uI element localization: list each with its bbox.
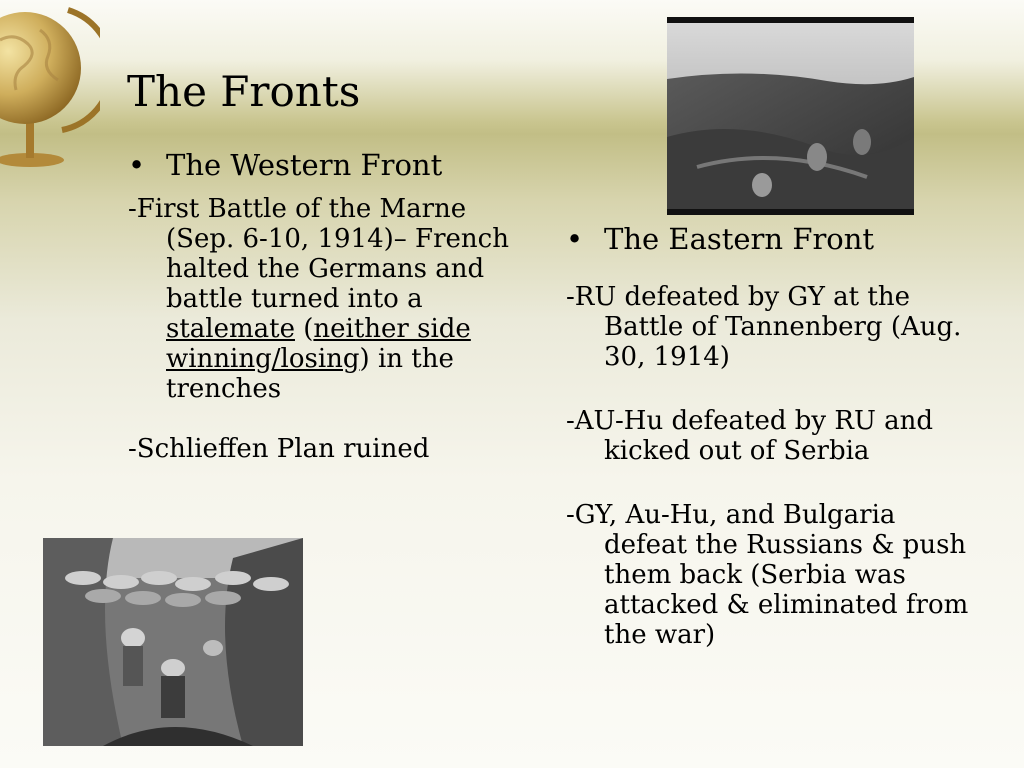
eastern-front-section [566,222,986,650]
trench-photo-top [667,17,914,215]
western-front-heading [128,148,518,182]
bullet-icon: • [566,222,584,256]
stalemate-term: stalemate [166,314,295,344]
neither-side-term: neither side winning/losing [166,314,471,374]
eastern-item: -GY, Au-Hu, and Bulgaria defeat the Russians & push them back (Serbia was attacked & eliminated from the war) [566,500,969,650]
marne-paragraph [128,194,518,404]
trench-photo-bottom [43,538,303,746]
marne-text-part2: ) in the trenches [166,344,454,404]
schlieffen-paragraph: -Schlieffen Plan ruined [128,434,430,464]
globe-icon [0,0,100,170]
marne-text-paren: ( [294,314,314,344]
marne-text-part1: -First Battle of the Marne (Sep. 6-10, 1914)– French halted the Germans and battle turned into a [128,194,509,314]
western-front-section [128,148,518,464]
western-front-heading-text: The Western Front [166,148,443,182]
eastern-front-heading [566,222,986,256]
eastern-front-heading-text: The Eastern Front [604,222,875,256]
eastern-item: -RU defeated by GY at the Battle of Tannenberg (Aug. 30, 1914) [566,282,962,372]
slide-title: The Fronts [127,67,361,116]
eastern-item: -AU-Hu defeated by RU and kicked out of Serbia [566,406,934,466]
bullet-icon: • [128,148,146,182]
